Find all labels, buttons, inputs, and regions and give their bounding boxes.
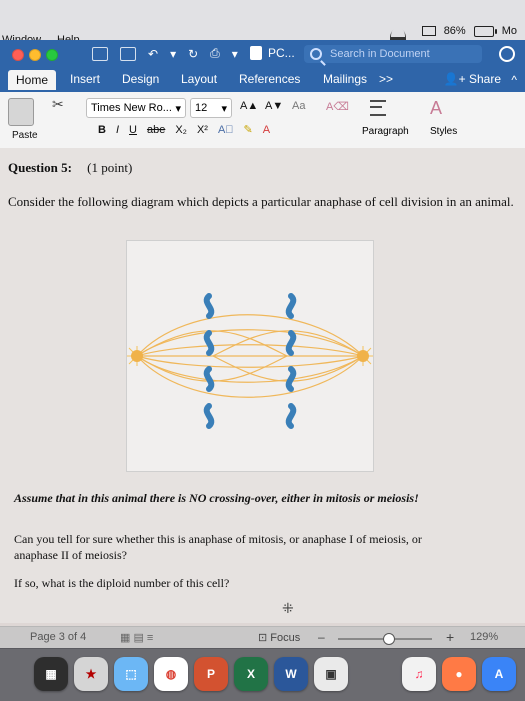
save-icon[interactable] [120,47,136,61]
question-text: Can you tell for sure whether this is anaphase of mitosis, or anaphase I of meiosis, or anaphase II of meiosis? [14,532,422,562]
dock-maps-icon[interactable]: ● [442,657,476,691]
dock-chrome-icon[interactable]: ◍ [154,657,188,691]
clock[interactable]: Mo [501,25,517,37]
shrink-font-button[interactable]: A▼ [265,100,284,112]
dock-word-icon[interactable]: W [274,657,308,691]
zoom-in-icon[interactable]: + [446,629,455,645]
battery-percent: 86% [443,25,466,37]
dock-photos-icon[interactable]: ⬚ [114,657,148,691]
subscript-button[interactable]: X₂ [175,123,187,136]
paragraph-label: Paragraph [362,126,409,137]
change-case-icon[interactable]: Aa [292,100,306,112]
view-buttons[interactable]: ▦ ▤ ≡ [120,632,154,644]
zoom-slider-knob-icon[interactable] [383,633,395,645]
question-heading [8,160,132,176]
feedback-smiley-icon[interactable] [499,46,515,62]
redo-icon[interactable]: ↻ [188,46,199,61]
grow-font-button[interactable]: A▲ [240,100,259,112]
question-number: Question 5: [8,160,72,175]
dock-calendar-icon[interactable]: ▣ [314,657,348,691]
search-input[interactable] [328,47,472,61]
anaphase-diagram [126,240,374,472]
styles-label: Styles [430,126,458,137]
clear-formatting-icon[interactable]: A⌫ [326,101,349,113]
underline-button[interactable]: U [129,123,137,136]
paste-clipboard-icon[interactable] [8,98,34,126]
assumption-text: Assume that in this animal there is NO crossing-over, either in mitosis or meiosis! [14,491,419,505]
text-format-buttons [98,123,270,136]
focus-label: Focus [270,632,301,644]
close-button[interactable] [12,49,24,61]
font-name-select[interactable] [86,98,186,118]
font-color-icon[interactable]: A [262,123,271,136]
status-bar [0,626,525,649]
window-controls [12,49,58,61]
tab-mailings[interactable]: Mailings [323,72,368,86]
tab-home[interactable]: Home [8,70,56,90]
font-dropdown-chevron-icon: ▾ [175,102,181,115]
size-dropdown-chevron-icon: ▾ [221,102,227,115]
question-prompt: Consider the following diagram which depicts a particular anaphase of cell division in an animal. [8,194,514,209]
share-button[interactable] [444,72,501,86]
paste-label: Paste [12,130,38,141]
zoom-percent: 129% [470,631,499,643]
dock-notes-icon[interactable]: ▦ [34,657,68,691]
customize-toolbar-icon[interactable]: ▾ [231,46,238,61]
zoom-button[interactable] [46,49,58,61]
ribbon-tabs [0,68,525,92]
undo-dropdown-icon[interactable]: ▾ [170,46,177,61]
search-box[interactable] [304,45,482,63]
tab-overflow[interactable]: >> [379,72,394,86]
document-icon [250,46,262,60]
word-titlebar [0,40,525,68]
dock-music-icon[interactable]: ♫ [402,657,436,691]
highlight-icon[interactable]: ✎ [243,124,253,136]
status-area [382,22,517,40]
share-label: Share [468,72,501,86]
dock-movie-icon[interactable]: ★ [74,657,108,691]
macos-dock [0,648,525,701]
italic-button[interactable]: I [115,123,120,136]
document-canvas[interactable] [0,148,525,623]
document-title-text: PC... [268,46,295,60]
document-title [250,46,295,60]
bold-button[interactable]: B [98,123,106,136]
dock-appstore-icon[interactable]: A [482,657,516,691]
wifi-icon[interactable] [382,22,414,40]
zoom-out-icon[interactable]: – [318,630,325,644]
collapse-ribbon-chevron-icon[interactable]: ^ [511,73,517,87]
ribbon-home [0,92,525,149]
display-icon[interactable] [422,26,436,36]
quick-access-toolbar [92,46,238,61]
question-points: (1 point) [87,160,133,175]
battery-icon [474,26,494,37]
tab-design[interactable]: Design [122,72,160,86]
font-name-value: Times New Ro... [91,102,172,114]
focus-button[interactable]: ⊡ Focus [258,632,301,644]
text-effects-icon[interactable]: A⃝ [217,123,234,136]
superscript-button[interactable]: X² [196,123,208,136]
tab-layout[interactable]: Layout [181,72,218,86]
styles-icon[interactable]: A [430,98,443,118]
tab-insert[interactable]: Insert [70,72,101,86]
add-person-icon: 👤+ [443,72,469,86]
dock-powerpoint-icon[interactable]: P [194,657,228,691]
search-icon [310,48,322,60]
minimize-button[interactable] [29,49,41,61]
font-size-select[interactable] [190,98,232,118]
mouse-cursor-icon: ⁜ [282,600,294,616]
followup-question-text: If so, what is the diploid number of this cell? [14,576,230,590]
undo-icon[interactable]: ↶ [148,46,159,61]
paragraph-icon[interactable] [370,100,386,116]
cut-icon[interactable]: ✂ [52,96,64,112]
sidebar-icon[interactable] [92,47,108,61]
macos-menubar [0,0,525,41]
tab-references[interactable]: References [239,72,301,86]
anaphase-illustration [127,241,373,471]
dock-excel-icon[interactable]: X [234,657,268,691]
font-size-value: 12 [195,102,208,114]
page-indicator: Page 3 of 4 [30,631,87,643]
print-icon[interactable]: ⎙ [210,46,220,60]
strikethrough-button[interactable]: abe [146,123,166,136]
